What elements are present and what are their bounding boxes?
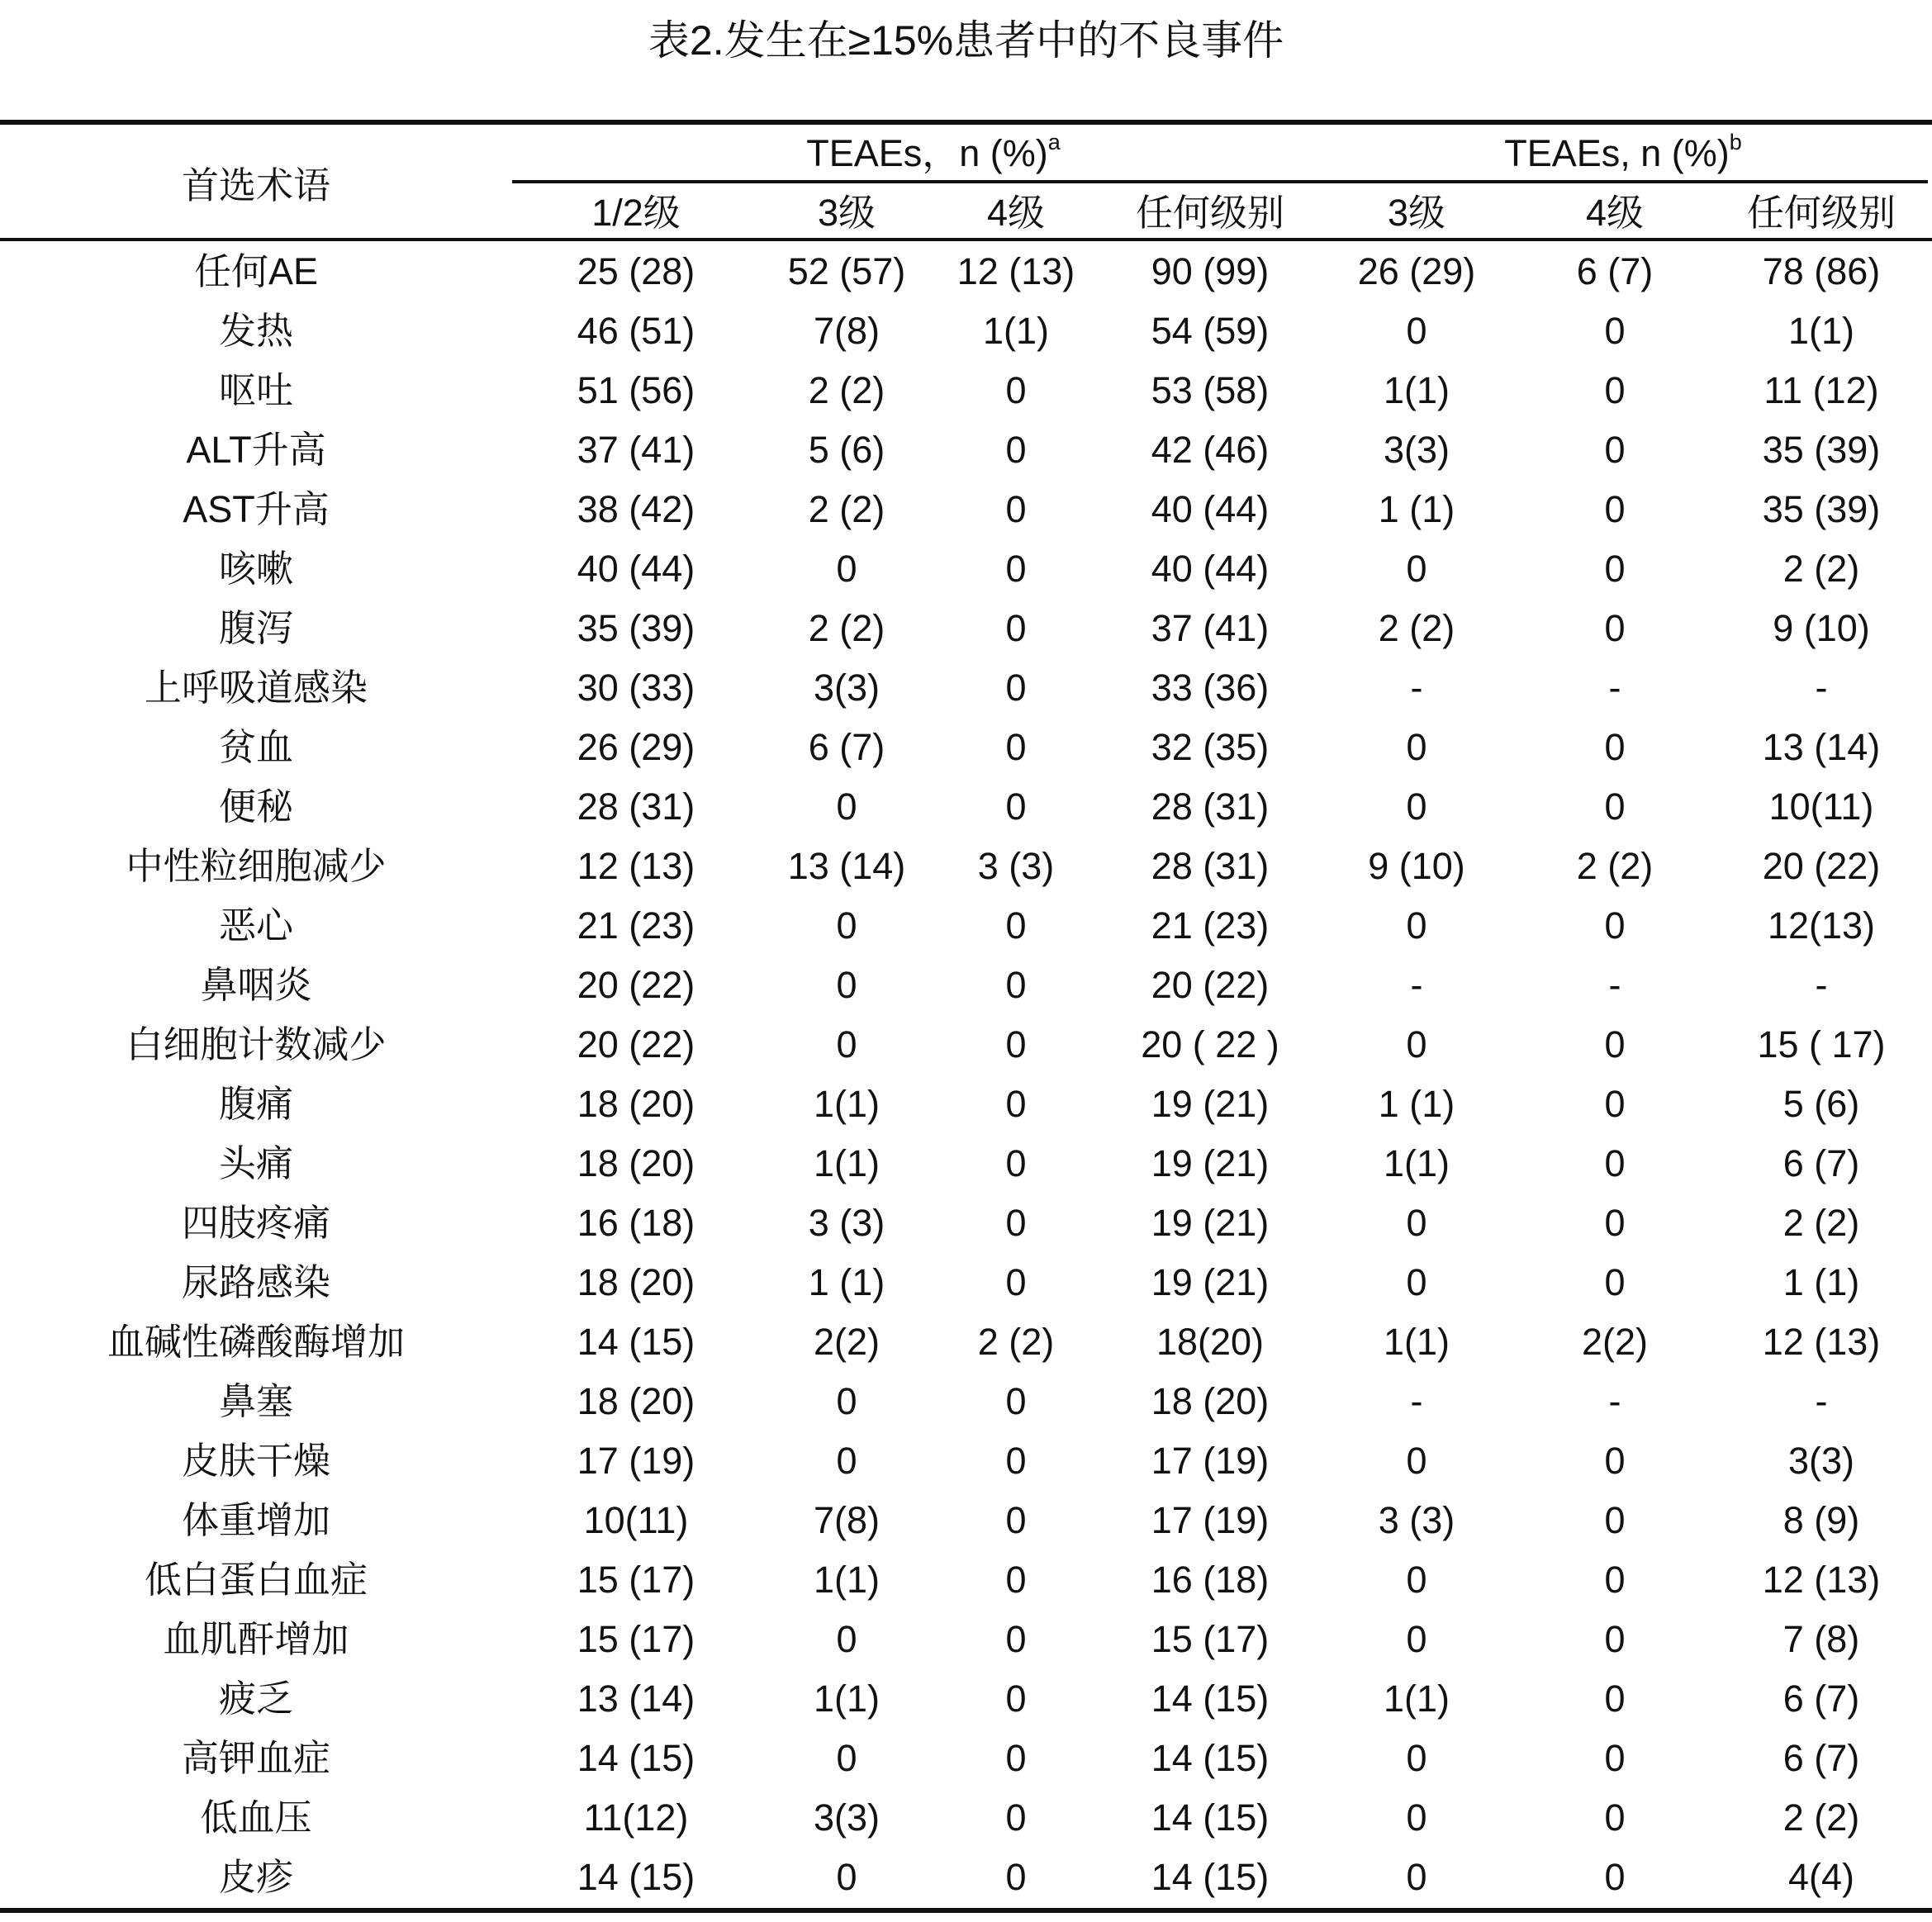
cell-preferred-term: 鼻塞 [218,1380,293,1422]
cell-grade-4-b: 0 [1604,1142,1626,1184]
cell-any-grade-a: 16 (18) [1151,1559,1270,1601]
cell-grade-1-2: 51 (56) [577,369,695,411]
cell-preferred-term: 发热 [218,310,293,352]
cell-grade-3-a: 0 [836,1380,857,1422]
table-row [0,1491,1932,1550]
cell-grade-3-a: 1(1) [813,1678,881,1720]
cell-grade-3-b: 0 [1406,1856,1427,1898]
header-bottom-rule [0,238,1932,241]
cell-preferred-term: 恶心 [218,904,293,947]
cell-grade-4-b: 0 [1604,1023,1626,1065]
cell-any-grade-a: 14 (15) [1151,1737,1270,1779]
cell-grade-3-b: - [1410,667,1423,709]
cell-grade-3-b: 0 [1406,785,1427,828]
cell-any-grade-b: 5 (6) [1782,1083,1860,1125]
cell-grade-4-a: 0 [1005,1202,1027,1244]
cell-grade-3-b: 3(3) [1383,429,1450,471]
cell-grade-4-b: 0 [1604,429,1626,471]
cell-grade-4-b: 6 (7) [1576,250,1654,292]
cell-any-grade-b: 6 (7) [1782,1142,1860,1184]
cell-grade-1-2: 18 (20) [577,1142,695,1184]
cell-grade-4-a: 0 [1005,1499,1027,1541]
cell-grade-3-a: 1(1) [813,1559,881,1601]
table-row [0,1194,1932,1253]
cell-grade-1-2: 46 (51) [577,310,695,352]
table-bottom-rule [0,1908,1932,1913]
table-row [0,1550,1932,1610]
group-header-rule [512,180,1928,183]
cell-any-grade-a: 40 (44) [1151,488,1270,530]
cell-preferred-term: 呕吐 [218,369,293,411]
cell-grade-4-b: - [1608,667,1621,709]
cell-grade-3-a: 2 (2) [808,488,885,530]
cell-preferred-term: 头痛 [218,1142,293,1184]
cell-grade-4-a: 0 [1005,1261,1027,1303]
cell-preferred-term: ALT升高 [186,429,326,471]
table-row [0,658,1932,718]
cell-any-grade-a: 19 (21) [1151,1261,1270,1303]
cell-grade-1-2: 14 (15) [577,1737,695,1779]
cell-grade-1-2: 14 (15) [577,1321,695,1363]
cell-grade-4-a: 0 [1005,1440,1027,1482]
cell-preferred-term: 腹痛 [218,1083,293,1125]
cell-preferred-term: 便秘 [218,785,293,828]
cell-grade-1-2: 13 (14) [577,1678,695,1720]
cell-any-grade-b: 8 (9) [1782,1499,1860,1541]
cell-any-grade-a: 14 (15) [1151,1796,1270,1839]
cell-grade-1-2: 37 (41) [577,429,695,471]
cell-any-grade-a: 14 (15) [1151,1856,1270,1898]
cell-grade-4-a: 0 [1005,1083,1027,1125]
cell-grade-4-a: 0 [1005,1142,1027,1184]
header-preferred-term: 首选术语 [181,164,330,206]
cell-grade-4-b: 0 [1604,1440,1626,1482]
cell-any-grade-a: 15 (17) [1151,1618,1270,1660]
cell-preferred-term: 咳嗽 [218,548,293,590]
cell-grade-4-b: 0 [1604,785,1626,828]
cell-grade-3-b: 26 (29) [1357,250,1476,292]
cell-grade-3-a: 7(8) [813,1499,881,1541]
cell-grade-4-b: 0 [1604,1618,1626,1660]
cell-grade-4-a: 0 [1005,1380,1027,1422]
cell-any-grade-b: 7 (8) [1782,1618,1860,1660]
cell-grade-4-b: 0 [1604,369,1626,411]
cell-grade-3-b: 0 [1406,1023,1427,1065]
cell-grade-3-b: 1(1) [1383,369,1450,411]
cell-grade-3-b: 0 [1406,1440,1427,1482]
cell-any-grade-b: 4(4) [1787,1856,1855,1898]
cell-any-grade-b: 78 (86) [1762,250,1881,292]
cell-grade-3-a: 52 (57) [787,250,906,292]
cell-grade-1-2: 18 (20) [577,1380,695,1422]
cell-grade-4-b: 0 [1604,1559,1626,1601]
cell-grade-4-a: 0 [1005,1737,1027,1779]
header-group-a-label: TEAEs，n (%) [806,132,1048,174]
cell-grade-3-b: 1 (1) [1378,488,1455,530]
header-col-grade-1-2: 1/2级 [591,192,681,234]
cell-grade-4-a: 0 [1005,964,1027,1006]
cell-grade-1-2: 17 (19) [577,1440,695,1482]
cell-preferred-term: 贫血 [218,726,293,768]
cell-grade-3-b: - [1410,964,1423,1006]
cell-grade-4-a: 2 (2) [977,1321,1055,1363]
cell-preferred-term: 四肢疼痛 [181,1202,330,1244]
cell-grade-3-a: 3 (3) [808,1202,885,1244]
cell-grade-4-b: 0 [1604,310,1626,352]
cell-any-grade-a: 20 ( 22 ) [1141,1023,1279,1065]
cell-grade-3-b: 0 [1406,310,1427,352]
cell-any-grade-b: 10(11) [1768,785,1874,828]
cell-any-grade-a: 19 (21) [1151,1142,1270,1184]
cell-grade-1-2: 28 (31) [577,785,695,828]
cell-grade-4-a: 0 [1005,607,1027,649]
table-row [0,1312,1932,1372]
cell-grade-3-a: 2 (2) [808,607,885,649]
cell-grade-4-a: 0 [1005,1796,1027,1839]
cell-grade-4-b: 0 [1604,1737,1626,1779]
cell-any-grade-b: 2 (2) [1782,1202,1860,1244]
table-body [0,242,1932,1907]
cell-any-grade-b: 1(1) [1787,310,1855,352]
cell-grade-4-a: 0 [1005,429,1027,471]
cell-grade-3-b: 9 (10) [1368,845,1465,887]
cell-grade-3-b: 0 [1406,548,1427,590]
cell-any-grade-b: 20 (22) [1762,845,1881,887]
cell-grade-1-2: 40 (44) [577,548,695,590]
cell-grade-4-b: 2 (2) [1576,845,1654,887]
cell-grade-3-a: 0 [836,904,857,947]
cell-grade-4-b: 0 [1604,1083,1626,1125]
cell-grade-3-a: 3(3) [813,1796,881,1839]
cell-grade-3-b: 1(1) [1383,1678,1450,1720]
cell-grade-1-2: 35 (39) [577,607,695,649]
cell-preferred-term: 任何AE [193,250,319,292]
table-row [0,1431,1932,1491]
cell-grade-1-2: 20 (22) [577,1023,695,1065]
cell-grade-3-a: 1(1) [813,1083,881,1125]
cell-any-grade-b: - [1815,1380,1828,1422]
cell-grade-1-2: 21 (23) [577,904,695,947]
table-row [0,361,1932,420]
cell-grade-1-2: 15 (17) [577,1559,695,1601]
cell-grade-1-2: 10(11) [583,1499,689,1541]
table-row [0,242,1932,301]
header-group-a-superscript: a [1047,130,1061,154]
cell-grade-4-b: - [1608,1380,1621,1422]
header-col-grade-3-a: 3级 [817,192,876,234]
cell-grade-3-a: 0 [836,964,857,1006]
cell-grade-4-a: 0 [1005,904,1027,947]
cell-grade-4-b: 0 [1604,1499,1626,1541]
table-title: 表2.发生在≥15%患者中的不良事件 [648,17,1284,64]
table-row [0,480,1932,539]
cell-preferred-term: AST升高 [183,488,330,530]
cell-grade-4-a: 3 (3) [977,845,1055,887]
cell-any-grade-a: 37 (41) [1151,607,1270,649]
cell-any-grade-b: 15 ( 17) [1757,1023,1886,1065]
table-row [0,420,1932,480]
cell-any-grade-b: - [1815,964,1828,1006]
cell-any-grade-b: 35 (39) [1762,488,1881,530]
cell-grade-4-a: 0 [1005,785,1027,828]
table-row [0,956,1932,1015]
cell-grade-3-b: 0 [1406,726,1427,768]
cell-grade-3-a: 0 [836,1440,857,1482]
cell-preferred-term: 低白蛋白血症 [144,1559,368,1601]
cell-grade-4-a: 12 (13) [957,250,1075,292]
cell-grade-1-2: 14 (15) [577,1856,695,1898]
cell-grade-4-a: 0 [1005,1618,1027,1660]
header-col-any-grade-b: 任何级别 [1746,192,1896,234]
header-group-b-superscript: b [1729,130,1742,154]
cell-grade-3-b: 0 [1406,1559,1427,1601]
cell-grade-3-a: 0 [836,1618,857,1660]
cell-preferred-term: 血碱性磷酸酶增加 [107,1321,405,1363]
cell-any-grade-a: 18(20) [1156,1321,1265,1363]
cell-grade-3-b: 1 (1) [1378,1083,1455,1125]
cell-any-grade-b: 3(3) [1787,1440,1855,1482]
cell-any-grade-a: 19 (21) [1151,1202,1270,1244]
table-row [0,1788,1932,1848]
cell-grade-3-b: - [1410,1380,1423,1422]
cell-grade-1-2: 25 (28) [577,250,695,292]
cell-grade-3-a: 3(3) [813,667,881,709]
table-row [0,1729,1932,1788]
table-row [0,837,1932,896]
table-row [0,1610,1932,1669]
cell-any-grade-b: 2 (2) [1782,1796,1860,1839]
cell-grade-4-b: 0 [1604,726,1626,768]
cell-grade-4-a: 1(1) [982,310,1050,352]
header-group-b [1338,127,1908,180]
cell-any-grade-a: 17 (19) [1151,1440,1270,1482]
cell-grade-3-a: 0 [836,548,857,590]
cell-grade-4-a: 0 [1005,548,1027,590]
cell-grade-3-b: 1(1) [1383,1142,1450,1184]
cell-grade-3-b: 0 [1406,1618,1427,1660]
cell-grade-4-b: 0 [1604,1678,1626,1720]
cell-grade-3-a: 5 (6) [808,429,885,471]
cell-preferred-term: 皮肤干燥 [181,1440,330,1482]
cell-grade-3-a: 0 [836,1023,857,1065]
cell-preferred-term: 尿路感染 [181,1261,330,1303]
cell-preferred-term: 体重增加 [181,1499,330,1541]
cell-preferred-term: 高钾血症 [181,1737,330,1779]
cell-grade-4-b: 0 [1604,488,1626,530]
cell-preferred-term: 腹泻 [218,607,293,649]
cell-grade-4-b: 2(2) [1581,1321,1649,1363]
cell-grade-1-2: 11(12) [583,1796,689,1839]
cell-grade-4-b: 0 [1604,1856,1626,1898]
cell-any-grade-b: 35 (39) [1762,429,1881,471]
cell-grade-4-a: 0 [1005,1559,1027,1601]
cell-preferred-term: 白细胞计数减少 [126,1023,387,1065]
cell-any-grade-a: 42 (46) [1151,429,1270,471]
table-row [0,539,1932,599]
cell-grade-4-b: - [1608,964,1621,1006]
table-row [0,1848,1932,1907]
cell-preferred-term: 中性粒细胞减少 [126,845,387,887]
cell-grade-3-a: 1 (1) [808,1261,885,1303]
cell-any-grade-a: 40 (44) [1151,548,1270,590]
table-row [0,1134,1932,1194]
cell-grade-4-a: 0 [1005,1023,1027,1065]
cell-grade-4-a: 0 [1005,667,1027,709]
cell-grade-3-b: 0 [1406,1202,1427,1244]
cell-grade-1-2: 18 (20) [577,1261,695,1303]
header-col-grade-4-a: 4级 [986,192,1046,234]
cell-grade-3-a: 0 [836,1737,857,1779]
header-col-grade-4-b: 4级 [1585,192,1645,234]
table-row [0,599,1932,658]
cell-any-grade-b: 2 (2) [1782,548,1860,590]
cell-grade-3-b: 1(1) [1383,1321,1450,1363]
cell-preferred-term: 上呼吸道感染 [144,667,368,709]
cell-grade-1-2: 12 (13) [577,845,695,887]
cell-any-grade-b: 12(13) [1767,904,1876,947]
cell-grade-3-a: 2 (2) [808,369,885,411]
cell-any-grade-a: 90 (99) [1151,250,1270,292]
cell-any-grade-a: 33 (36) [1151,667,1270,709]
cell-any-grade-a: 54 (59) [1151,310,1270,352]
table-row [0,896,1932,956]
table-row [0,1669,1932,1729]
cell-grade-3-a: 0 [836,785,857,828]
cell-any-grade-b: 11 (12) [1763,369,1879,411]
cell-grade-3-b: 0 [1406,904,1427,947]
cell-preferred-term: 疲乏 [218,1678,293,1720]
table-row [0,1015,1932,1075]
cell-grade-4-a: 0 [1005,369,1027,411]
header-group-b-label: TEAEs, n (%) [1504,132,1730,174]
cell-grade-4-a: 0 [1005,1856,1027,1898]
header-col-grade-3-b: 3级 [1387,192,1446,234]
cell-any-grade-b: 9 (10) [1773,607,1870,649]
cell-grade-3-b: 2 (2) [1378,607,1455,649]
cell-preferred-term: 皮疹 [218,1856,293,1898]
cell-grade-4-a: 0 [1005,726,1027,768]
table-row [0,777,1932,837]
table-row [0,1253,1932,1312]
cell-any-grade-b: 1 (1) [1782,1261,1860,1303]
cell-any-grade-a: 28 (31) [1151,785,1270,828]
cell-any-grade-a: 32 (35) [1151,726,1270,768]
cell-any-grade-b: 6 (7) [1782,1678,1860,1720]
cell-grade-4-a: 0 [1005,1678,1027,1720]
cell-grade-1-2: 16 (18) [577,1202,695,1244]
cell-grade-1-2: 18 (20) [577,1083,695,1125]
cell-any-grade-b: 6 (7) [1782,1737,1860,1779]
cell-grade-3-a: 2(2) [813,1321,881,1363]
cell-grade-3-a: 1(1) [813,1142,881,1184]
cell-grade-1-2: 20 (22) [577,964,695,1006]
cell-grade-3-b: 0 [1406,1796,1427,1839]
cell-grade-3-b: 3 (3) [1378,1499,1455,1541]
cell-grade-1-2: 30 (33) [577,667,695,709]
cell-any-grade-b: - [1815,667,1828,709]
cell-grade-3-b: 0 [1406,1737,1427,1779]
cell-grade-3-a: 7(8) [813,310,881,352]
cell-grade-4-b: 0 [1604,904,1626,947]
table-row [0,1075,1932,1134]
cell-grade-4-b: 0 [1604,548,1626,590]
cell-grade-3-a: 6 (7) [808,726,885,768]
cell-preferred-term: 血肌酐增加 [163,1618,349,1660]
cell-preferred-term: 鼻咽炎 [200,964,312,1006]
cell-any-grade-a: 28 (31) [1151,845,1270,887]
cell-grade-1-2: 26 (29) [577,726,695,768]
cell-grade-4-b: 0 [1604,607,1626,649]
cell-any-grade-a: 20 (22) [1151,964,1270,1006]
cell-any-grade-a: 21 (23) [1151,904,1270,947]
table-top-rule [0,120,1932,125]
cell-any-grade-a: 18 (20) [1151,1380,1270,1422]
cell-any-grade-a: 53 (58) [1151,369,1270,411]
cell-grade-3-a: 13 (14) [787,845,906,887]
cell-any-grade-a: 19 (21) [1151,1083,1270,1125]
cell-grade-4-b: 0 [1604,1796,1626,1839]
cell-grade-3-a: 0 [836,1856,857,1898]
table-row [0,1372,1932,1431]
table-row [0,301,1932,361]
cell-grade-1-2: 38 (42) [577,488,695,530]
cell-any-grade-a: 14 (15) [1151,1678,1270,1720]
cell-grade-3-b: 0 [1406,1261,1427,1303]
cell-any-grade-a: 17 (19) [1151,1499,1270,1541]
cell-grade-4-b: 0 [1604,1261,1626,1303]
cell-grade-4-a: 0 [1005,488,1027,530]
header-col-any-grade-a: 任何级别 [1135,192,1284,234]
cell-grade-4-b: 0 [1604,1202,1626,1244]
cell-grade-1-2: 15 (17) [577,1618,695,1660]
header-group-a [529,127,1338,180]
cell-any-grade-b: 12 (13) [1762,1321,1881,1363]
cell-any-grade-b: 12 (13) [1762,1559,1881,1601]
cell-preferred-term: 低血压 [200,1796,312,1839]
table-row [0,718,1932,777]
cell-any-grade-b: 13 (14) [1762,726,1881,768]
